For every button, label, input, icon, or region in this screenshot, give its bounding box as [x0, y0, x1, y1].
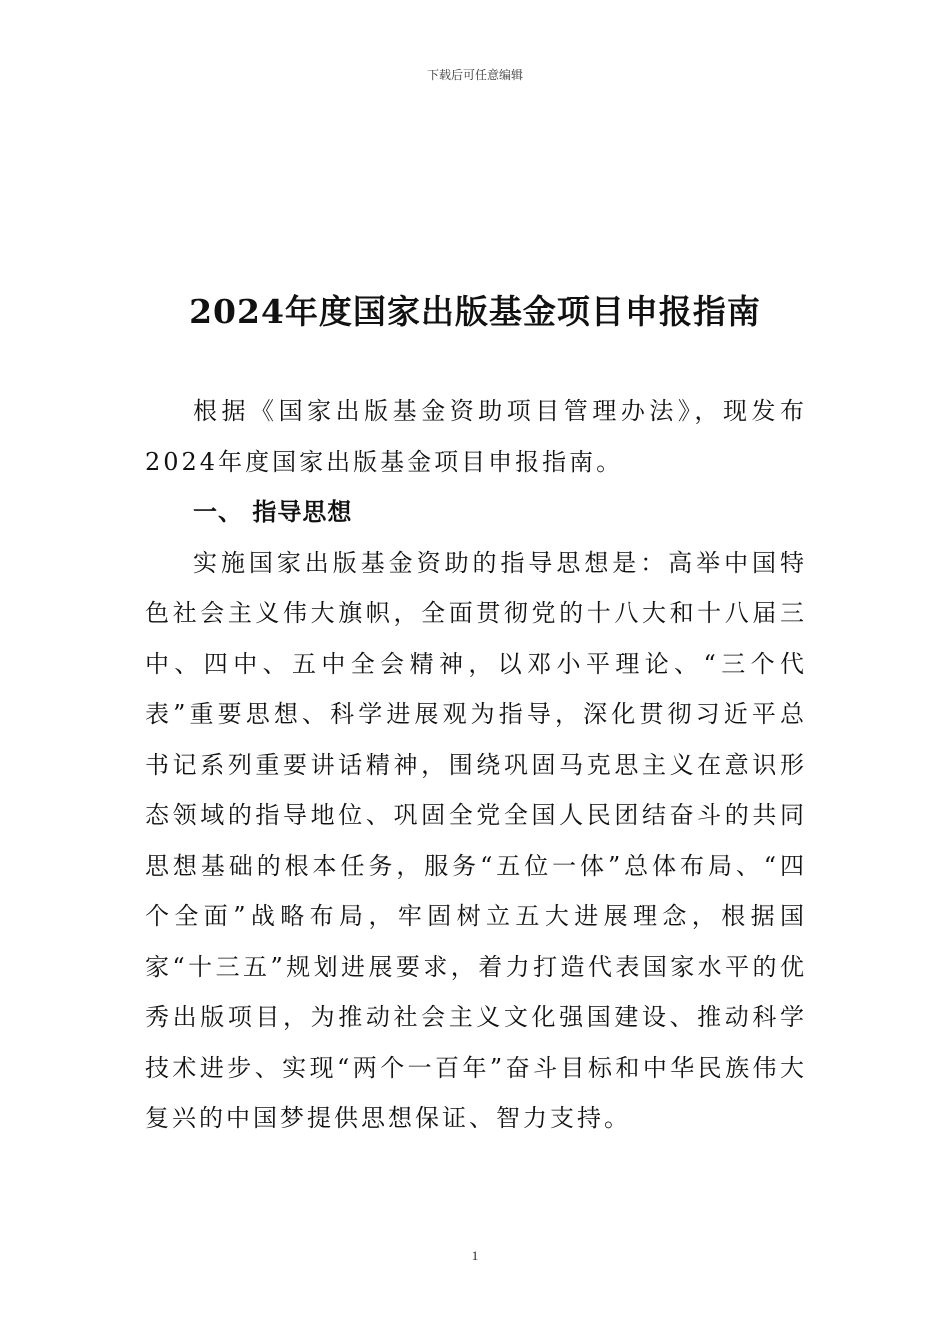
page-header-note: 下载后可任意编辑 — [426, 68, 523, 82]
document-body — [145, 386, 807, 1144]
section-heading-guiding-thought: 一、 指导思想 — [193, 498, 353, 526]
intro-paragraph: 根据《国家出版基金资助项目管理办法》，现发布2024年度国家出版基金项目申报指南。 — [145, 397, 807, 476]
document-title: 2024年度国家出版基金项目申报指南 — [189, 292, 761, 331]
section-paragraph: 实施国家出版基金资助的指导思想是：高举中国特色社会主义伟大旗帜，全面贯彻党的十八大和十八届三中、四中、五中全会精神，以邓小平理论、“三个代表”重要思想、科学进展观为指导，深化贯彻习近平总书记系列重要讲话精神，围绕巩固马克思主义在意识形态领域的指导地位、巩固全党全国人民团结奋斗的共同思想基础的根本任务，服务“五位一体”总体布局、“四个全面”战略布局，牢固树立五大进展理念，根据国家“十三五”规划进展要求，着力打造代表国家水平的优秀出版项目，为推动社会主义文化强国建设、推动科学技术进步、实现“两个一百年”奋斗目标和中华民族伟大复兴的中国梦提供思想保证、智力支持。 — [145, 548, 807, 1132]
page-number: 1 — [471, 1248, 479, 1263]
